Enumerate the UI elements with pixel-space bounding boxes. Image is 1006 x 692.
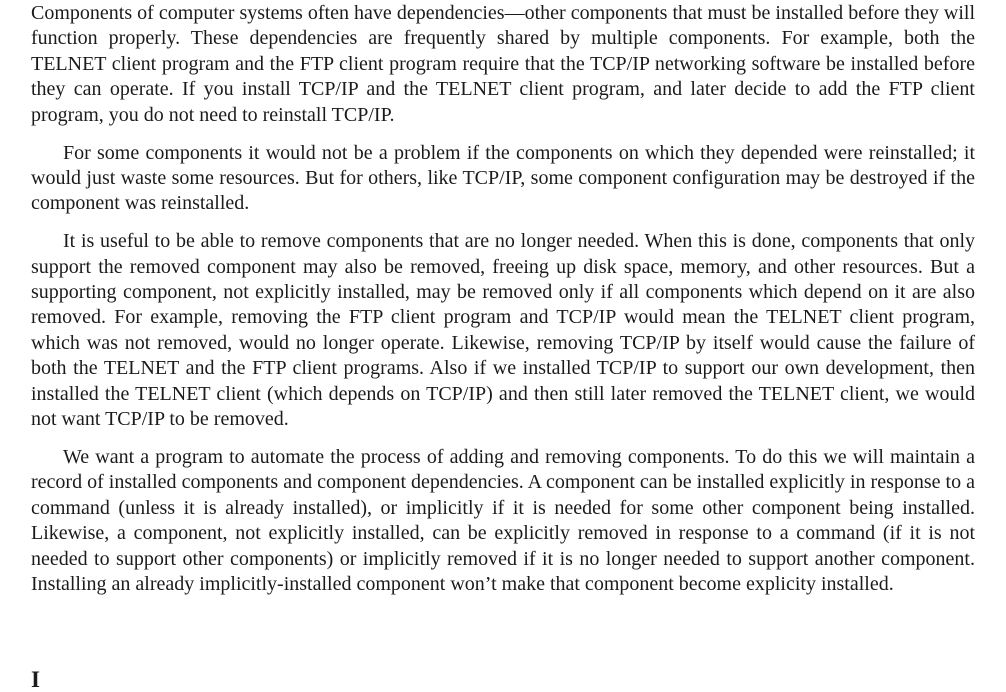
next-section-heading-clipped: I — [31, 667, 40, 692]
paragraph-program-goal: We want a program to automate the process of adding and removing components. To do this we will maintain a record of installed components and component dependencies. A component can be installed explicitly in response to a command (unless it is already installed), or implicitly if it is needed for some other component being installed. Likewise, a component, not explicitly installed, can be explicitly removed in response to a command (if it is not needed to support other components) or implicitly removed if it is no longer needed to support another component. Installing an already implicitly-installed component won’t make that component become explicity installed. — [31, 446, 975, 596]
paragraph-reinstall-problem: For some components it would not be a problem if the components on which they depended were reinstalled; it would just waste some resources. But for others, like TCP/IP, some component configuration may be destroyed if the component was reinstalled. — [31, 141, 975, 215]
paragraph-dependencies-intro: Components of computer systems often have dependencies—other components that must be installed before they will function properly. These dependencies are frequently shared by multiple components. For example, both the TELNET client program and the FTP client program require that the TCP/IP networking software be installed before they can operate. If you install TCP/IP and the TELNET client program, and later decide to add the FTP client program, you do not need to reinstall TCP/IP. — [31, 2, 975, 126]
paragraph-removing-components: It is useful to be able to remove components that are no longer needed. When this is done, components that only support the removed component may also be removed, freeing up disk space, memory, and other resources. But a supporting component, not explicitly installed, may be removed only if all components which depend on it are also removed. For example, removing the FTP client program and TCP/IP would mean the TELNET client program, which was not removed, would no longer operate. Likewise, removing TCP/IP by itself would cause the failure of both the TELNET and the FTP client programs. Also if we installed TCP/IP to support our own development, then installed the TELNET client (which depends on TCP/IP) and then still later removed the TELNET client, we would not want TCP/IP to be removed. — [31, 230, 975, 431]
